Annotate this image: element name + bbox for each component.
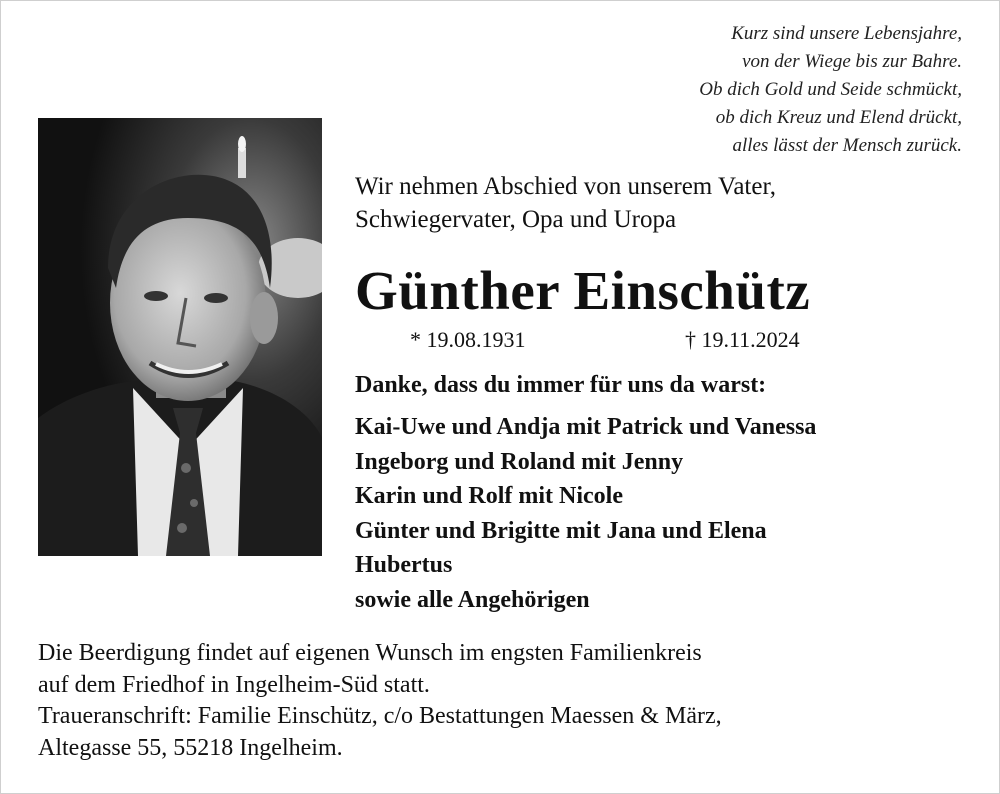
portrait-illustration xyxy=(38,118,322,556)
poem-line: ob dich Kreuz und Elend drückt, xyxy=(715,107,962,128)
funeral-info xyxy=(38,638,978,764)
death-date: † 19.11.2024 xyxy=(685,327,800,352)
footer-line: Die Beerdigung findet auf eigenen Wunsch im engsten Familienkreis xyxy=(38,640,702,666)
thanks-line: Danke, dass du immer für uns da warst: xyxy=(355,372,767,398)
family-member: Karin und Rolf mit Nicole xyxy=(355,483,623,509)
poem-line: alles lässt der Mensch zurück. xyxy=(732,135,962,156)
poem-line: Kurz sind unsere Lebensjahre, xyxy=(731,23,962,44)
footer-line: Altegasse 55, 55218 Ingelheim. xyxy=(38,734,343,761)
intro-line: Wir nehmen Abschied von unserem Vater, xyxy=(355,173,777,200)
family-member: Günter und Brigitte mit Jana und Elena xyxy=(355,517,767,544)
portrait-photo xyxy=(38,118,322,556)
footer-line: Traueranschrift: Familie Einschütz, c/o Bestattungen Maessen & März, xyxy=(38,703,722,729)
intro-line: Schwiegervater, Opa und Uropa xyxy=(355,206,677,233)
birth-date: * 19.08.1931 xyxy=(410,327,526,352)
poem-line: von der Wiege bis zur Bahre. xyxy=(742,51,962,72)
family-list xyxy=(355,410,985,617)
family-member: Kai-Uwe und Andja mit Patrick und Vanessa xyxy=(355,414,817,440)
deceased-name: Günther Einschütz xyxy=(355,260,811,321)
family-member: Ingeborg und Roland mit Jenny xyxy=(355,448,684,475)
poem-line: Ob dich Gold und Seide schmückt, xyxy=(699,79,962,100)
family-member: sowie alle Angehörigen xyxy=(355,586,590,613)
poem-block xyxy=(632,20,962,160)
family-member: Hubertus xyxy=(355,552,453,578)
intro-text xyxy=(355,170,955,236)
footer-line: auf dem Friedhof in Ingelheim-Süd statt. xyxy=(38,671,430,698)
